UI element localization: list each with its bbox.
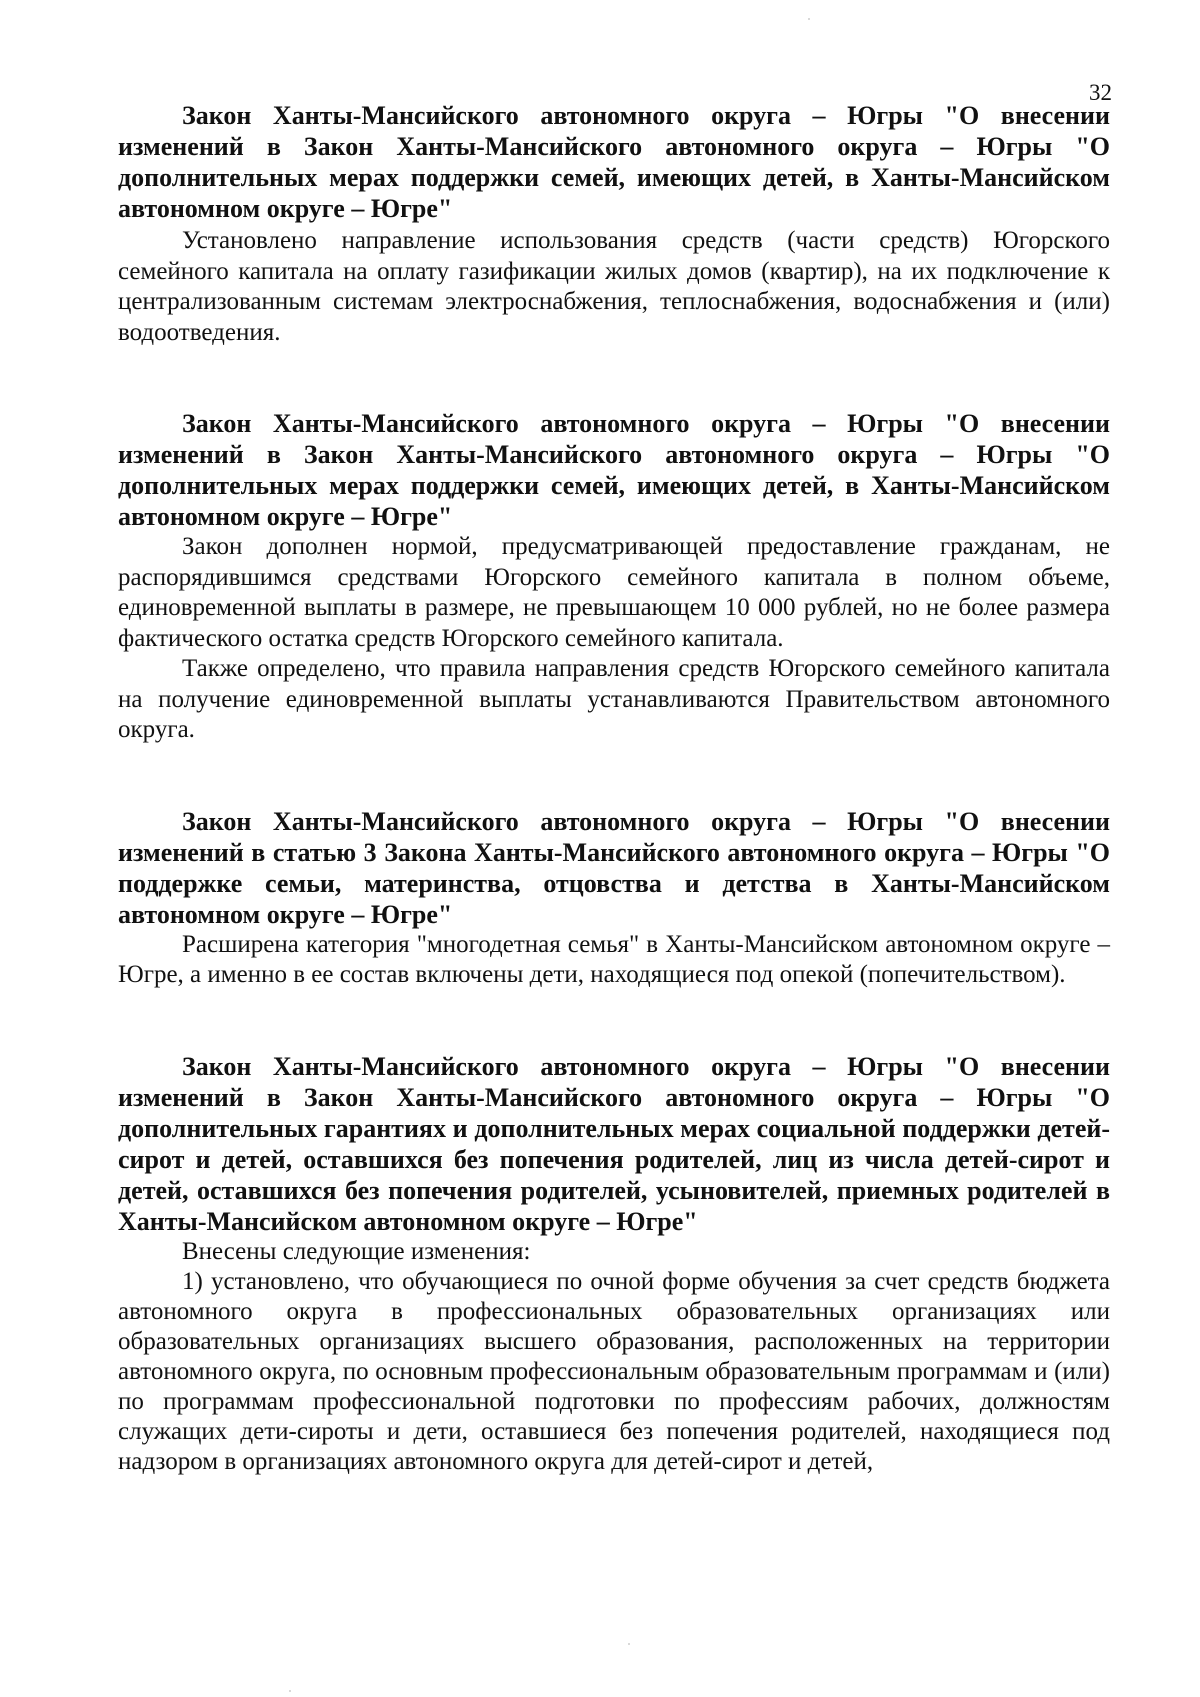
law-paragraph: Закон дополнен нормой, предусматривающей предоставление гражданам, не распорядившимся средствами Югорского семейного капитала в полном объеме, единовременной выплаты в размере, не превышающем 10 000 рублей, но не более размера фактического остатка средств Югорского семейного капитала. [118, 533, 1110, 652]
law-heading: Закон Ханты-Мансийского автономного округа – Югры "О внесении изменений в Закон Ханты-Мансийского автономного округа – Югры "О дополнительных гарантиях и дополнительных мерах социальной поддержки детей-сирот и детей, оставшихся без попечения родителей, лиц из числа детей-сирот и детей, оставшихся без попечения родителей, усыновителей, приемных родителей в Ханты-Мансийском автономном округе – Югре" [118, 1051, 1110, 1236]
law-paragraph: Установлено направление использования средств (части средств) Югорского семейного капитала на оплату газификации жилых домов (квартир), на их подключение к централизованным системам электроснабжения, теплоснабжения, водоснабжения и (или) водоотведения. [118, 227, 1110, 346]
scan-speck [289, 1690, 291, 1692]
law-heading: Закон Ханты-Мансийского автономного округа – Югры "О внесении изменений в статью 3 Закона Ханты-Мансийского автономного округа – Югры "О поддержке семьи, материнства, отцовства и детства в Ханты-Мансийском автономном округе – Югре" [118, 806, 1110, 929]
law-heading: Закон Ханты-Мансийского автономного округа – Югры "О внесении изменений в Закон Ханты-Мансийского автономного округа – Югры "О дополнительных мерах поддержки семей, имеющих детей, в Ханты-Мансийском автономном округе – Югре" [118, 101, 1110, 223]
page-number: 32 [1089, 80, 1112, 105]
scan-speck [808, 18, 810, 20]
law-heading: Закон Ханты-Мансийского автономного округа – Югры "О внесении изменений в Закон Ханты-Мансийского автономного округа – Югры "О дополнительных мерах поддержки семей, имеющих детей, в Ханты-Мансийском автономном округе – Югре" [118, 409, 1110, 531]
law-section-2 [118, 408, 1110, 746]
law-section-3 [118, 806, 1110, 991]
law-paragraph: Также определено, что правила направления средств Югорского семейного капитала на получение единовременной выплаты устанавливаются Правительством автономного округа. [118, 655, 1110, 743]
law-paragraph: Внесены следующие изменения: [182, 1237, 531, 1265]
law-section-4 [118, 1051, 1110, 1478]
law-section-1 [118, 100, 1110, 348]
document-body [118, 100, 1110, 1477]
law-paragraph: Расширена категория "многодетная семья" в Ханты-Мансийском автономном округе – Югре, а именно в ее состав включены дети, находящиеся под опекой (попечительством). [118, 930, 1110, 988]
law-paragraph: 1) установлено, что обучающиеся по очной форме обучения за счет средств бюджета автономного округа в профессиональных образовательных организациях или образовательных организациях высшего образования, расположенных на территории автономного округа, по основным профессиональным образовательным программам и (или) по программам профессиональной подготовки по профессиям рабочих, должностям служащих дети-сироты и дети, оставшиеся без попечения родителей, находящиеся под надзором в организациях автономного округа для детей-сирот и детей, [118, 1268, 1110, 1475]
scan-speck [628, 1643, 630, 1645]
